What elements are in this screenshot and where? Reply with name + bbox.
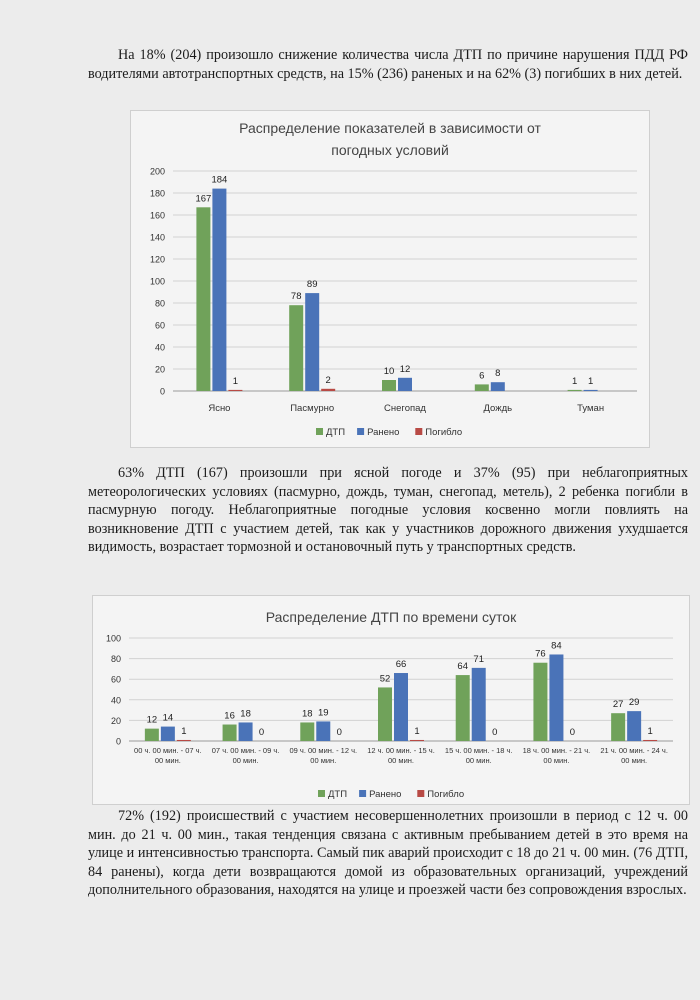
data-label: 19: [317, 707, 329, 719]
data-label: 71: [473, 653, 485, 665]
data-label: 29: [628, 697, 640, 709]
x-tick-label: 00 мин.: [388, 756, 414, 765]
y-tick-label: 20: [154, 364, 165, 375]
bar-Ранено: [239, 722, 253, 741]
bar-ДТП: [568, 390, 582, 391]
y-tick-label: 120: [149, 254, 165, 265]
data-label: 89: [306, 279, 318, 291]
data-label: 1: [647, 725, 653, 737]
data-label: 66: [395, 659, 407, 671]
bar-ДТП: [145, 729, 159, 741]
y-tick-label: 60: [110, 674, 121, 685]
x-tick-label: 00 ч. 00 мин. - 07 ч.: [134, 746, 202, 755]
bar-Погибло: [321, 389, 335, 391]
paragraph-weather: [88, 464, 688, 557]
y-tick-label: 0: [115, 736, 121, 747]
legend-entry: Погибло: [427, 789, 465, 800]
paragraph-intro: [88, 46, 688, 83]
weather-chart-svg: [131, 111, 649, 447]
data-label: 52: [379, 673, 391, 685]
data-label: 0: [336, 727, 342, 738]
x-tick-label: 00 мин.: [310, 756, 337, 765]
chart-title: погодных условий: [331, 142, 449, 158]
data-label: 10: [383, 366, 395, 377]
legend-swatch: [359, 790, 366, 797]
bar-Погибло: [177, 740, 191, 741]
data-label: 1: [571, 375, 578, 387]
y-tick-label: 60: [154, 320, 165, 331]
x-tick-label: 15 ч. 00 мин. - 18 ч.: [444, 746, 513, 755]
x-tick-label: 18 ч. 00 мин. - 21 ч.: [522, 746, 591, 755]
x-tick-label: Туман: [577, 403, 605, 414]
bar-ДТП: [456, 675, 470, 741]
legend-swatch: [415, 428, 422, 435]
bar-ДТП: [300, 722, 314, 741]
x-tick-label: 00 мин.: [154, 756, 181, 765]
x-tick-label: 00 мин.: [621, 756, 648, 765]
x-tick-label: Дождь: [483, 403, 513, 414]
time-of-day-chart: [92, 595, 690, 805]
time-of-day-chart-svg: [93, 596, 689, 804]
data-label: 167: [195, 193, 212, 205]
y-tick-label: 140: [149, 232, 165, 243]
bar-Погибло: [643, 740, 657, 741]
data-label: 0: [492, 727, 498, 738]
bar-ДТП: [223, 725, 237, 741]
bar-ДТП: [475, 384, 489, 391]
paragraph-text: 72% (192) происшествий с участием несовершеннолетних произошли в период с 12 ч. 00 мин. до 21 ч. 00 мин., такая тенденция связана с активным пребыванием детей в это время на улице и интенсивностью транспорта. Самый пик аварий происходит с 18 до 21 ч. 00 мин. (76 ДТП, 84 ранены), когда дети возвращаются домой из образовательных организаций, учреждений дополнительного образования, находятся на улице и проезжей части без сопровождения взрослых.: [88, 808, 688, 898]
bar-Ранено: [472, 668, 486, 741]
legend-entry: ДТП: [326, 427, 346, 438]
bar-Ранено: [398, 378, 412, 391]
bar-ДТП: [289, 305, 303, 391]
bar-Ранено: [316, 721, 330, 741]
bar-Ранено: [491, 382, 505, 391]
bar-Погибло: [410, 740, 424, 741]
data-label: 64: [457, 661, 469, 673]
legend-swatch: [357, 428, 364, 435]
legend-swatch: [318, 790, 325, 797]
data-label: 184: [211, 174, 228, 186]
data-label: 14: [162, 712, 174, 724]
bar-Ранено: [394, 673, 408, 741]
data-label: 1: [587, 375, 594, 387]
paragraph-time: [88, 807, 688, 900]
legend-swatch: [417, 790, 424, 797]
x-tick-label: 21 ч. 00 мин. - 24 ч.: [600, 746, 668, 755]
y-tick-label: 100: [105, 633, 121, 644]
bar-Ранено: [212, 189, 226, 391]
data-label: 1: [181, 725, 187, 737]
y-tick-label: 100: [149, 276, 165, 287]
bar-Погибло: [228, 390, 242, 391]
data-label: 76: [535, 648, 546, 660]
bar-Ранено: [549, 654, 563, 741]
data-label: 12: [146, 714, 158, 726]
data-label: 2: [325, 374, 331, 386]
bar-ДТП: [382, 380, 396, 391]
data-label: 0: [258, 727, 265, 738]
bar-Ранено: [584, 390, 598, 391]
legend-entry: Погибло: [425, 427, 463, 438]
data-label: 78: [290, 291, 302, 303]
data-label: 12: [399, 363, 411, 375]
weather-chart: [130, 110, 650, 448]
y-tick-label: 0: [159, 386, 165, 397]
x-tick-label: 00 мин.: [465, 756, 492, 765]
y-tick-label: 40: [110, 695, 121, 706]
y-tick-label: 80: [110, 654, 121, 665]
x-tick-label: 00 мин.: [232, 756, 259, 765]
x-tick-label: 07 ч. 00 мин. - 09 ч.: [211, 746, 280, 755]
paragraph-text: 63% ДТП (167) произошли при ясной погоде и 37% (95) при неблагоприятных метеорологических условиях (пасмурно, дождь, туман, снегопад, метель), 2 ребенка погибли в пасмурную погоду. Неблагоприятные погодные условия косвенно могли повлиять на возникновение ДТП с участием детей, так как у участников дорожного движения ухудшается видимость, возрастает тормозной и остановочный путь у транспортных средств.: [88, 465, 688, 555]
x-tick-label: Снегопад: [384, 403, 426, 414]
data-label: 1: [414, 725, 420, 737]
y-tick-label: 40: [154, 342, 165, 353]
x-tick-label: Пасмурно: [290, 403, 335, 414]
bar-Ранено: [627, 711, 641, 741]
y-tick-label: 180: [149, 188, 165, 199]
bar-ДТП: [533, 663, 547, 741]
x-tick-label: 09 ч. 00 мин. - 12 ч.: [289, 746, 358, 755]
y-tick-label: 200: [149, 166, 165, 177]
x-tick-label: 12 ч. 00 мин. - 15 ч.: [367, 746, 435, 755]
data-label: 1: [232, 375, 239, 387]
y-tick-label: 20: [110, 715, 121, 726]
data-label: 6: [479, 370, 485, 382]
legend-entry: Ранено: [367, 427, 400, 438]
bar-Ранено: [161, 727, 175, 741]
chart-title: Распределение показателей в зависимости от: [239, 120, 541, 136]
y-tick-label: 160: [149, 210, 165, 221]
data-label: 8: [495, 368, 501, 380]
bar-Ранено: [305, 293, 319, 391]
data-label: 0: [569, 727, 576, 738]
chart-title: Распределение ДТП по времени суток: [265, 609, 517, 625]
y-tick-label: 80: [154, 298, 165, 309]
legend-entry: ДТП: [328, 789, 348, 800]
data-label: 18: [301, 708, 313, 720]
x-tick-label: Ясно: [208, 403, 231, 414]
bar-ДТП: [196, 207, 210, 391]
legend-entry: Ранено: [369, 789, 402, 800]
paragraph-text: На 18% (204) произошло снижение количества числа ДТП по причине нарушения ПДД РФ водителями автотранспортных средств, на 15% (236) раненых и на 62% (3) погибших в них детей.: [88, 47, 688, 82]
legend-swatch: [316, 428, 323, 435]
bar-ДТП: [378, 687, 392, 741]
data-label: 27: [612, 699, 624, 711]
data-label: 18: [240, 708, 251, 720]
bar-ДТП: [611, 713, 625, 741]
data-label: 16: [224, 710, 235, 722]
data-label: 84: [551, 640, 562, 652]
x-tick-label: 00 мин.: [543, 756, 570, 765]
